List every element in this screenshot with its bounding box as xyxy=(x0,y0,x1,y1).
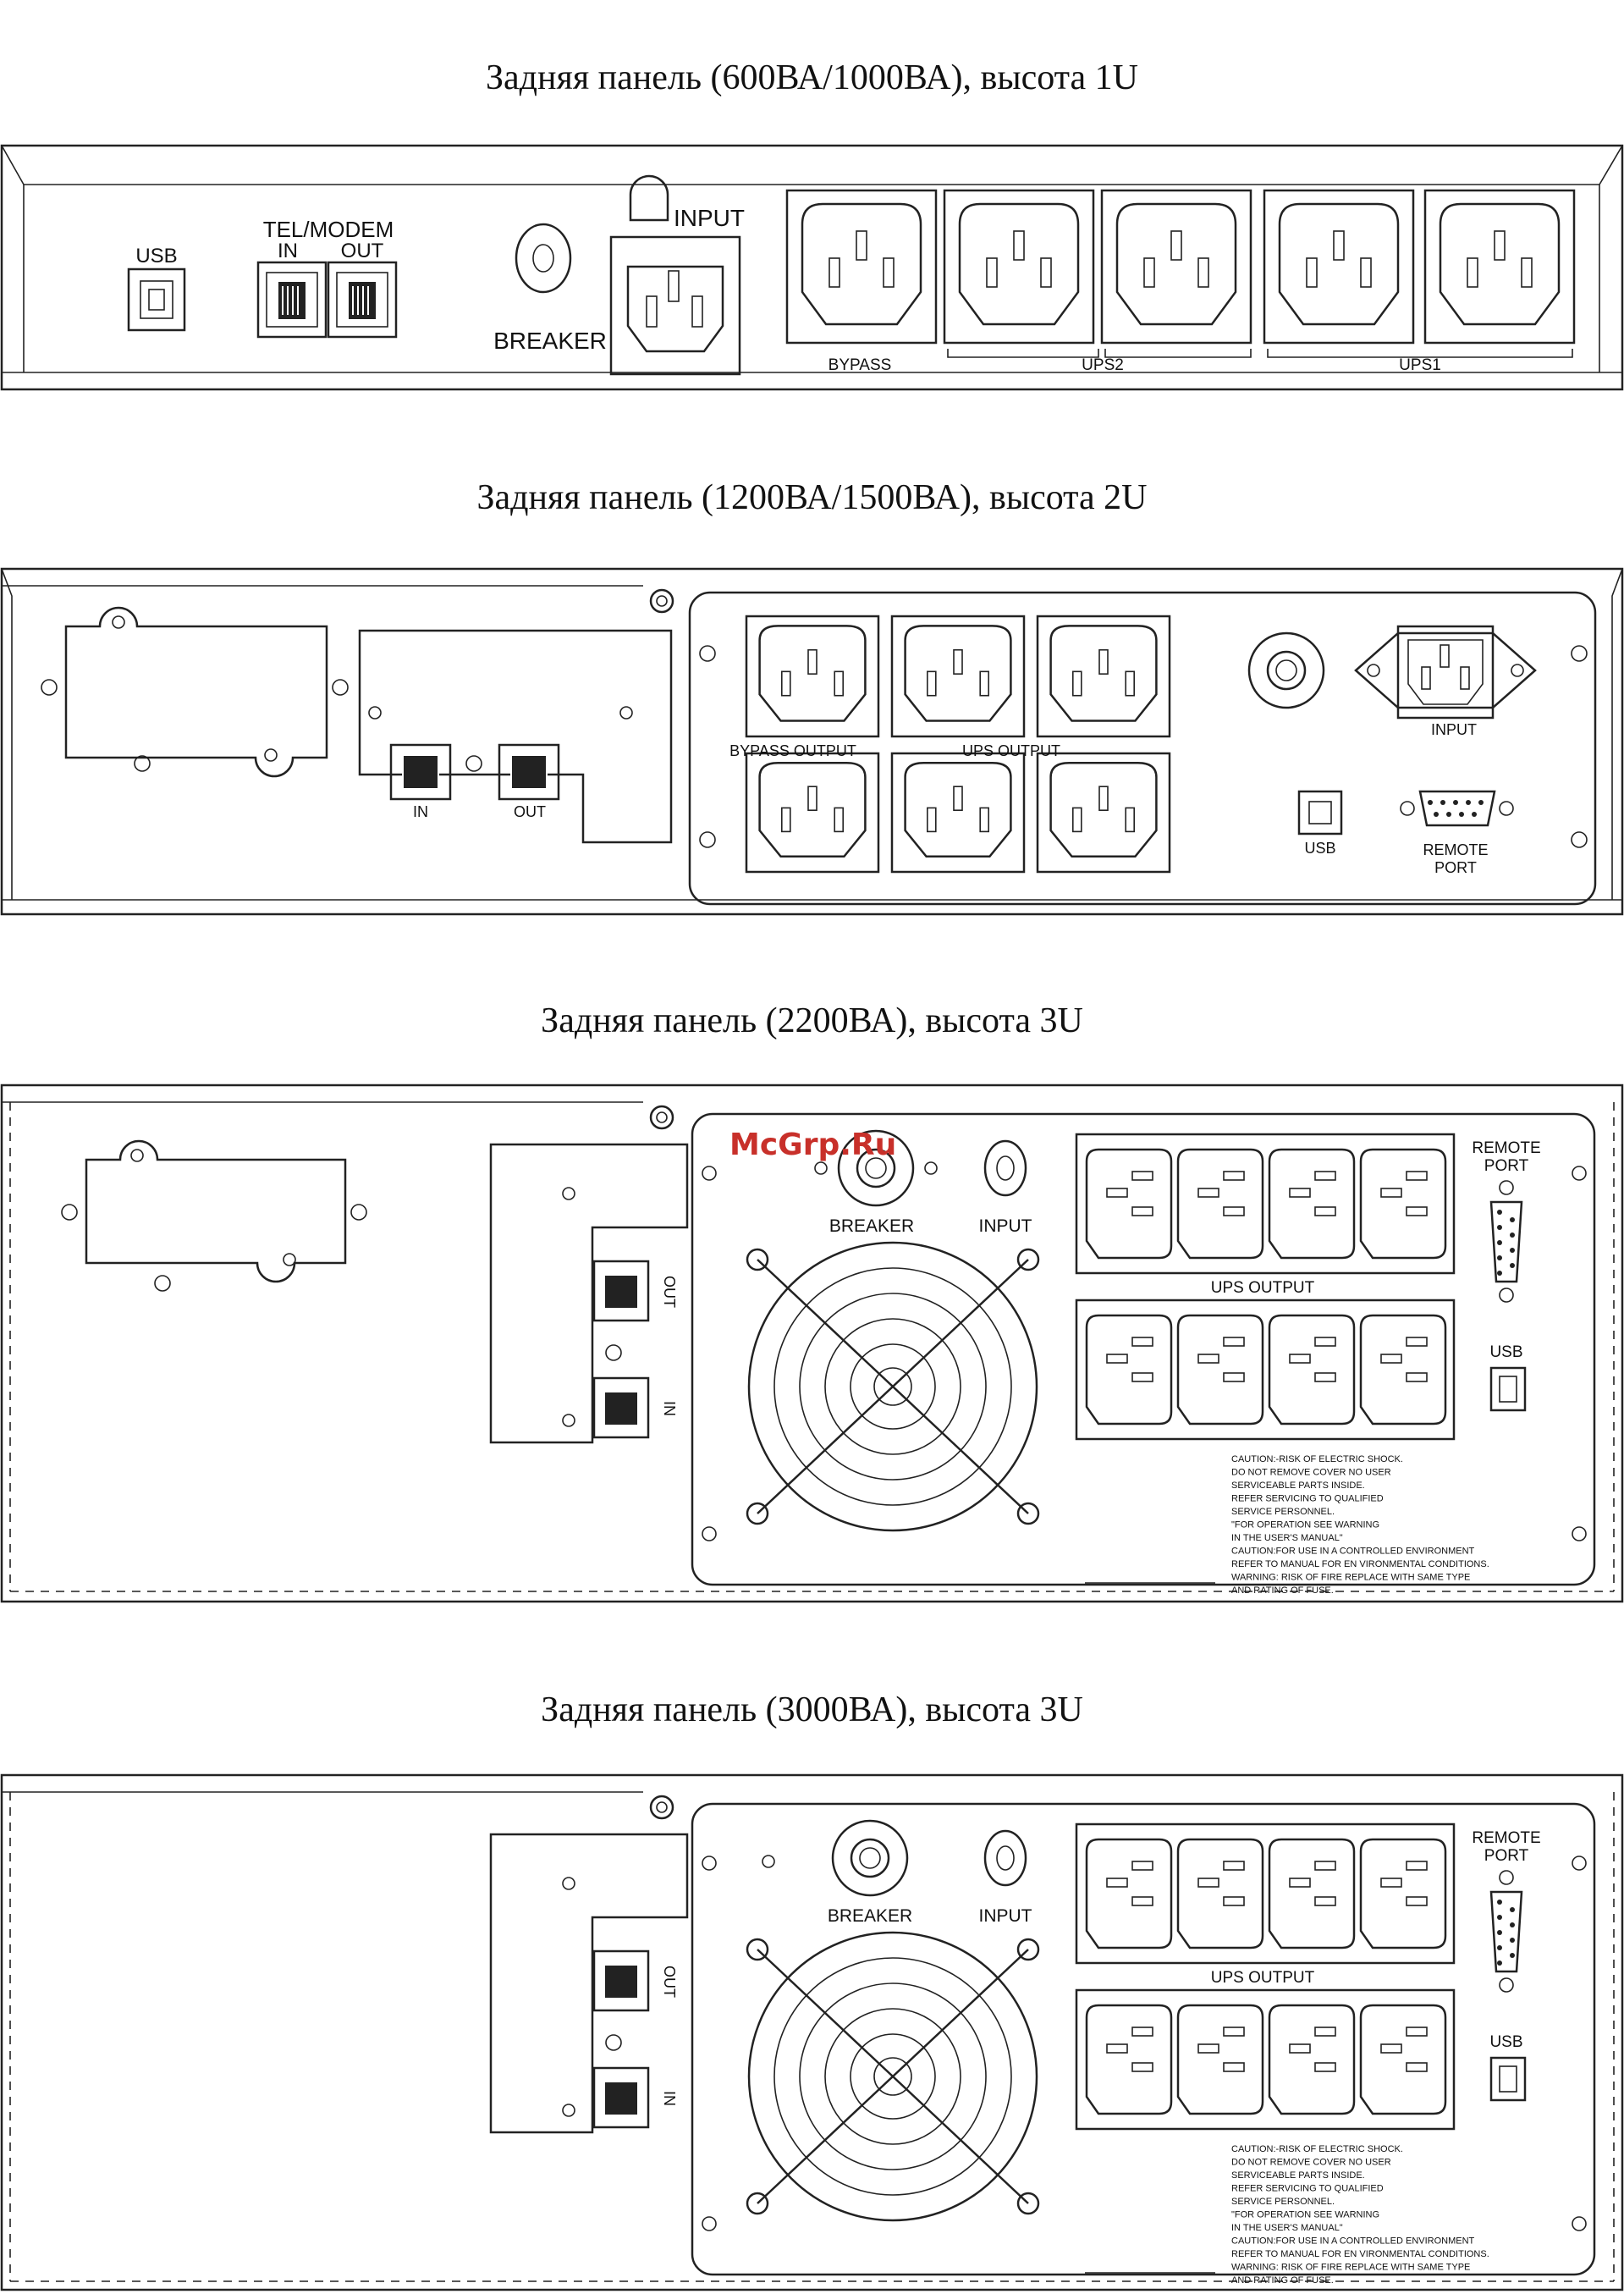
remote-label: REMOTE xyxy=(1423,841,1489,858)
caution-line: REFER TO MANUAL FOR EN VIRONMENTAL CONDITIONS. xyxy=(1231,2249,1489,2259)
outlet-ups1-a-icon xyxy=(1264,190,1413,343)
panel3-top-outlet-3 xyxy=(1269,1150,1354,1258)
usb-label: USB xyxy=(1304,840,1336,857)
port-label: PORT xyxy=(1484,1157,1529,1175)
ups-output-top-outlets xyxy=(1087,1839,1445,1948)
panel2-outlet-r1-c2 xyxy=(892,616,1024,736)
ups-output-bottom-outlets xyxy=(1087,1315,1445,1424)
panel2-diagram xyxy=(0,567,1624,923)
panel4-bottom-outlet-3 xyxy=(1269,2005,1354,2114)
panel3-bottom-outlet-2 xyxy=(1178,1315,1263,1424)
caution-line: "FOR OPERATION SEE WARNING xyxy=(1231,2209,1380,2220)
panel3-title: Задняя панель (2200ВА), высота 3U xyxy=(541,1001,1083,1040)
caution-line: REFER TO MANUAL FOR EN VIRONMENTAL CONDITIONS. xyxy=(1231,1559,1489,1569)
modem-in-label: IN xyxy=(661,1401,678,1416)
caution-line: WARNING: RISK OF FIRE REPLACE WITH SAME TYPE xyxy=(1231,2262,1471,2273)
caution-line: CAUTION:-RISK OF ELECTRIC SHOCK. xyxy=(1231,1454,1403,1464)
breaker-label: BREAKER xyxy=(493,328,607,354)
port-label: PORT xyxy=(1484,1847,1529,1865)
input-inlet-icon xyxy=(1356,626,1535,718)
breaker-label: BREAKER xyxy=(827,1906,913,1926)
watermark: McGrp.Ru xyxy=(729,1128,897,1162)
breaker-label: BREAKER xyxy=(829,1216,915,1236)
tel-in-jack-icon xyxy=(258,262,326,337)
breaker-icon xyxy=(762,1821,907,1895)
panel1-diagram xyxy=(0,144,1624,398)
ups2-label: UPS2 xyxy=(1082,356,1124,374)
caution-line: DO NOT REMOVE COVER NO USER xyxy=(1231,2157,1391,2168)
modem-in-label: IN xyxy=(661,2091,678,2106)
ups-output-label: UPS OUTPUT xyxy=(1210,1969,1315,1987)
panel2-title: Задняя панель (1200ВА/1500ВА), высота 2U xyxy=(476,478,1148,517)
remote-label: REMOTE xyxy=(1472,1139,1541,1157)
ups-output-label: UPS OUTPUT xyxy=(961,742,1061,759)
input-fuse-icon xyxy=(985,1141,1026,1195)
caution-line: CAUTION:FOR USE IN A CONTROLLED ENVIRONMENT xyxy=(1231,1546,1475,1557)
ups-output-top-outlets xyxy=(1087,1150,1445,1258)
panel3-bottom-outlet-1 xyxy=(1087,1315,1171,1424)
input-fuse-icon xyxy=(985,1831,1026,1885)
ups-output-bank-bottom xyxy=(1076,1990,1454,2129)
ups1-label: UPS1 xyxy=(1399,356,1441,374)
panel4-bottom-outlet-2 xyxy=(1178,2005,1263,2114)
modem-out-label: OUT xyxy=(514,803,546,820)
panel1-chassis xyxy=(2,146,1622,389)
fan-grille-icon xyxy=(747,1243,1038,1530)
ups-output-bank-top xyxy=(1076,1134,1454,1273)
panel4-diagram xyxy=(0,1773,1624,2294)
panel2-outlet-r2-c1 xyxy=(746,753,878,872)
input-label: INPUT xyxy=(978,1216,1032,1236)
remote-label: REMOTE xyxy=(1472,1829,1541,1847)
caution-line: DO NOT REMOVE COVER NO USER xyxy=(1231,1467,1391,1478)
modem-in-label: IN xyxy=(413,803,428,820)
fan-grille-icon xyxy=(747,1933,1038,2220)
input-label: INPUT xyxy=(1431,721,1477,738)
caution-line: IN THE USER'S MANUAL" xyxy=(1231,1533,1343,1543)
panel2-outlet-r1-c3 xyxy=(1038,616,1170,736)
port-label: PORT xyxy=(1434,859,1477,876)
caution-line: CAUTION:FOR USE IN A CONTROLLED ENVIRONMENT xyxy=(1231,2236,1475,2247)
usb-label: USB xyxy=(1489,1343,1523,1361)
caution-line: SERVICE PERSONNEL. xyxy=(1231,2197,1335,2207)
tel-out-label: OUT xyxy=(340,240,384,262)
panel4-bottom-outlet-1 xyxy=(1087,2005,1171,2114)
caution-line: SERVICE PERSONNEL. xyxy=(1231,1507,1335,1517)
input-label: INPUT xyxy=(674,205,745,231)
modem-board xyxy=(491,1144,687,1442)
bypass-label: BYPASS xyxy=(828,356,892,374)
caution-line: CAUTION:-RISK OF ELECTRIC SHOCK. xyxy=(1231,2144,1403,2154)
panel2-chassis xyxy=(2,569,1622,914)
modem-out-label: OUT xyxy=(661,1966,678,1998)
outlet-bypass-icon xyxy=(787,190,936,343)
panel2-outlet-r1-c1 xyxy=(746,616,878,736)
usb-port-icon xyxy=(1491,1368,1525,1410)
panel2-outlet-r2-c3 xyxy=(1038,753,1170,872)
panel2-outlet-r2-c2 xyxy=(892,753,1024,872)
modem-board xyxy=(491,1834,687,2132)
panel4-top-outlet-3 xyxy=(1269,1839,1354,1948)
panel3-top-outlet-1 xyxy=(1087,1150,1171,1258)
usb-label: USB xyxy=(1489,2033,1523,2051)
panel3-diagram xyxy=(0,1084,1624,1608)
panel4-top-outlet-2 xyxy=(1178,1839,1263,1948)
tel-in-label: IN xyxy=(278,240,298,262)
caution-line: "FOR OPERATION SEE WARNING xyxy=(1231,1519,1380,1530)
caution-label-block xyxy=(1231,2144,1489,2286)
remote-port-icon xyxy=(1401,791,1513,825)
caution-line: REFER SERVICING TO QUALIFIED xyxy=(1231,2183,1384,2194)
panel3-bottom-outlet-4 xyxy=(1361,1315,1445,1424)
input-inlet-icon xyxy=(611,237,740,374)
ups-output-bank-top xyxy=(1076,1824,1454,1963)
panel3-bottom-outlet-3 xyxy=(1269,1315,1354,1424)
tel-modem-label: TEL/MODEM xyxy=(262,217,394,242)
caution-line: WARNING: RISK OF FIRE REPLACE WITH SAME TYPE xyxy=(1231,1572,1471,1583)
outlet-ups2-b-icon xyxy=(1102,190,1251,343)
ups-output-label: UPS OUTPUT xyxy=(1210,1279,1315,1297)
panel4-top-outlet-1 xyxy=(1087,1839,1171,1948)
outlet-ups2-a-icon xyxy=(944,190,1093,343)
ups-output-bottom-outlets xyxy=(1087,2005,1445,2114)
panel1-title: Задняя панель (600ВА/1000ВА), высота 1U xyxy=(485,58,1139,97)
outlet-ups1-b-icon xyxy=(1425,190,1574,343)
remote-port-icon xyxy=(1491,1871,1522,1992)
panel4-bottom-outlet-4 xyxy=(1361,2005,1445,2114)
caution-label-block xyxy=(1231,1454,1489,1596)
caution-line: AND RATING OF FUSE. xyxy=(1231,1585,1334,1596)
panel4-top-outlet-4 xyxy=(1361,1839,1445,1948)
usb-label: USB xyxy=(135,245,178,267)
caution-line: SERVICEABLE PARTS INSIDE. xyxy=(1231,2170,1365,2181)
ups-output-bank-bottom xyxy=(1076,1300,1454,1439)
panel3-top-outlet-4 xyxy=(1361,1150,1445,1258)
caution-line: IN THE USER'S MANUAL" xyxy=(1231,2223,1343,2233)
expansion-slot-cover xyxy=(62,1141,366,1291)
remote-port-icon xyxy=(1491,1181,1522,1302)
caution-line: REFER SERVICING TO QUALIFIED xyxy=(1231,1493,1384,1504)
breaker-icon xyxy=(516,224,570,292)
modem-out-label: OUT xyxy=(661,1276,678,1308)
caution-line: SERVICEABLE PARTS INSIDE. xyxy=(1231,1481,1365,1491)
usb-port-icon xyxy=(1299,791,1341,834)
bypass-output-label: BYPASS OUTPUT xyxy=(729,742,856,759)
usb-port-icon xyxy=(1491,2058,1525,2100)
panel3-top-outlet-2 xyxy=(1178,1150,1263,1258)
usb-port-icon xyxy=(129,269,184,330)
breaker-icon xyxy=(1249,633,1324,708)
panel4-title: Задняя панель (3000ВА), высота 3U xyxy=(541,1690,1083,1729)
input-label: INPUT xyxy=(978,1906,1032,1926)
caution-line: AND RATING OF FUSE. xyxy=(1231,2275,1334,2286)
tel-out-jack-icon xyxy=(328,262,396,337)
expansion-slot-cover xyxy=(41,608,348,776)
